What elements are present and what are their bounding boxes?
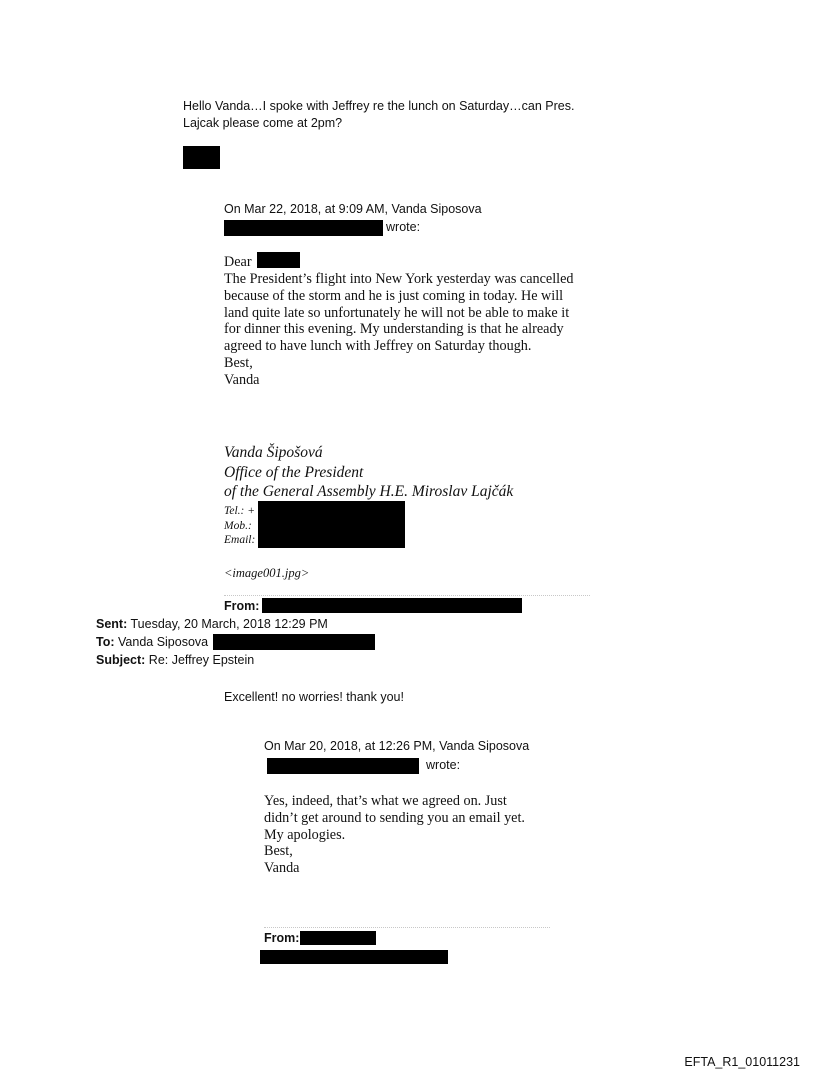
signature-name: Vanda Šipošová <box>224 444 323 461</box>
document-id: EFTA_R1_01011231 <box>684 1055 800 1069</box>
attachment-placeholder: <image001.jpg> <box>224 566 310 580</box>
quote-body <box>264 793 584 877</box>
signature-office: of the General Assembly H.E. Miroslav Lajčák <box>224 483 514 500</box>
subject-value: Re: Jeffrey Epstein <box>148 653 255 667</box>
signature-email: Email: <box>224 534 256 546</box>
body-line: The President’s flight into New York yesterday was cancelled <box>224 271 574 287</box>
body-line: because of the storm and he is just coming in today. He will <box>224 287 564 304</box>
sent-label: Sent: <box>96 617 128 631</box>
body-line: agreed to have lunch with Jeffrey on Saturday though. <box>224 338 532 355</box>
signature-contact <box>224 504 255 548</box>
closing: Best, <box>264 843 293 860</box>
redaction-block <box>267 758 419 774</box>
body-line: My apologies. <box>264 826 346 843</box>
to-line <box>96 634 208 651</box>
quote-header: On Mar 22, 2018, at 9:09 AM, Vanda Siposova <box>224 202 482 216</box>
sent-line <box>96 616 328 633</box>
reply-text: Excellent! no worries! thank you! <box>224 690 404 704</box>
intro-line-2: Lajcak please come at 2pm? <box>183 116 343 130</box>
from-label: From: <box>264 931 300 945</box>
redaction-block <box>300 931 376 945</box>
greeting: Dear <box>224 254 252 270</box>
sender-name: Vanda <box>224 371 260 388</box>
quote-wrote: wrote: <box>386 220 421 234</box>
redaction-block <box>224 220 383 236</box>
from-label: From: <box>224 599 260 613</box>
body-line: didn’t get around to sending you an email yet. <box>264 809 525 826</box>
signature-mob: Mob.: <box>224 519 252 532</box>
subject-line <box>96 652 254 669</box>
intro-message <box>183 98 574 132</box>
redaction-block <box>258 501 405 548</box>
separator-rule <box>264 927 550 928</box>
to-label: To: <box>96 635 115 649</box>
quote-wrote: wrote: <box>426 758 461 772</box>
redaction-block <box>260 950 448 964</box>
redaction-block <box>257 252 300 268</box>
redaction-block <box>213 634 375 650</box>
separator-rule <box>224 595 590 596</box>
sender-name: Vanda <box>264 860 300 877</box>
quote-header: On Mar 20, 2018, at 12:26 PM, Vanda Siposova <box>264 739 530 753</box>
to-value: Vanda Siposova <box>118 635 209 649</box>
body-line: Yes, indeed, that’s what we agreed on. Just <box>264 793 507 809</box>
quote-body <box>224 271 624 389</box>
signature-block <box>224 443 513 502</box>
subject-label: Subject: <box>96 653 146 667</box>
body-line: for dinner this evening. My understanding is that he already <box>224 321 564 338</box>
sent-value: Tuesday, 20 March, 2018 12:29 PM <box>130 617 328 631</box>
body-line: land quite late so unfortunately he will not be able to make it <box>224 304 570 321</box>
signature-office: Office of the President <box>224 463 364 481</box>
redaction-block <box>262 598 522 613</box>
closing: Best, <box>224 354 253 371</box>
redaction-block <box>183 146 220 169</box>
signature-tel: Tel.: + <box>224 505 255 517</box>
intro-line-1: Hello Vanda…I spoke with Jeffrey re the lunch on Saturday…can Pres. <box>183 99 575 113</box>
